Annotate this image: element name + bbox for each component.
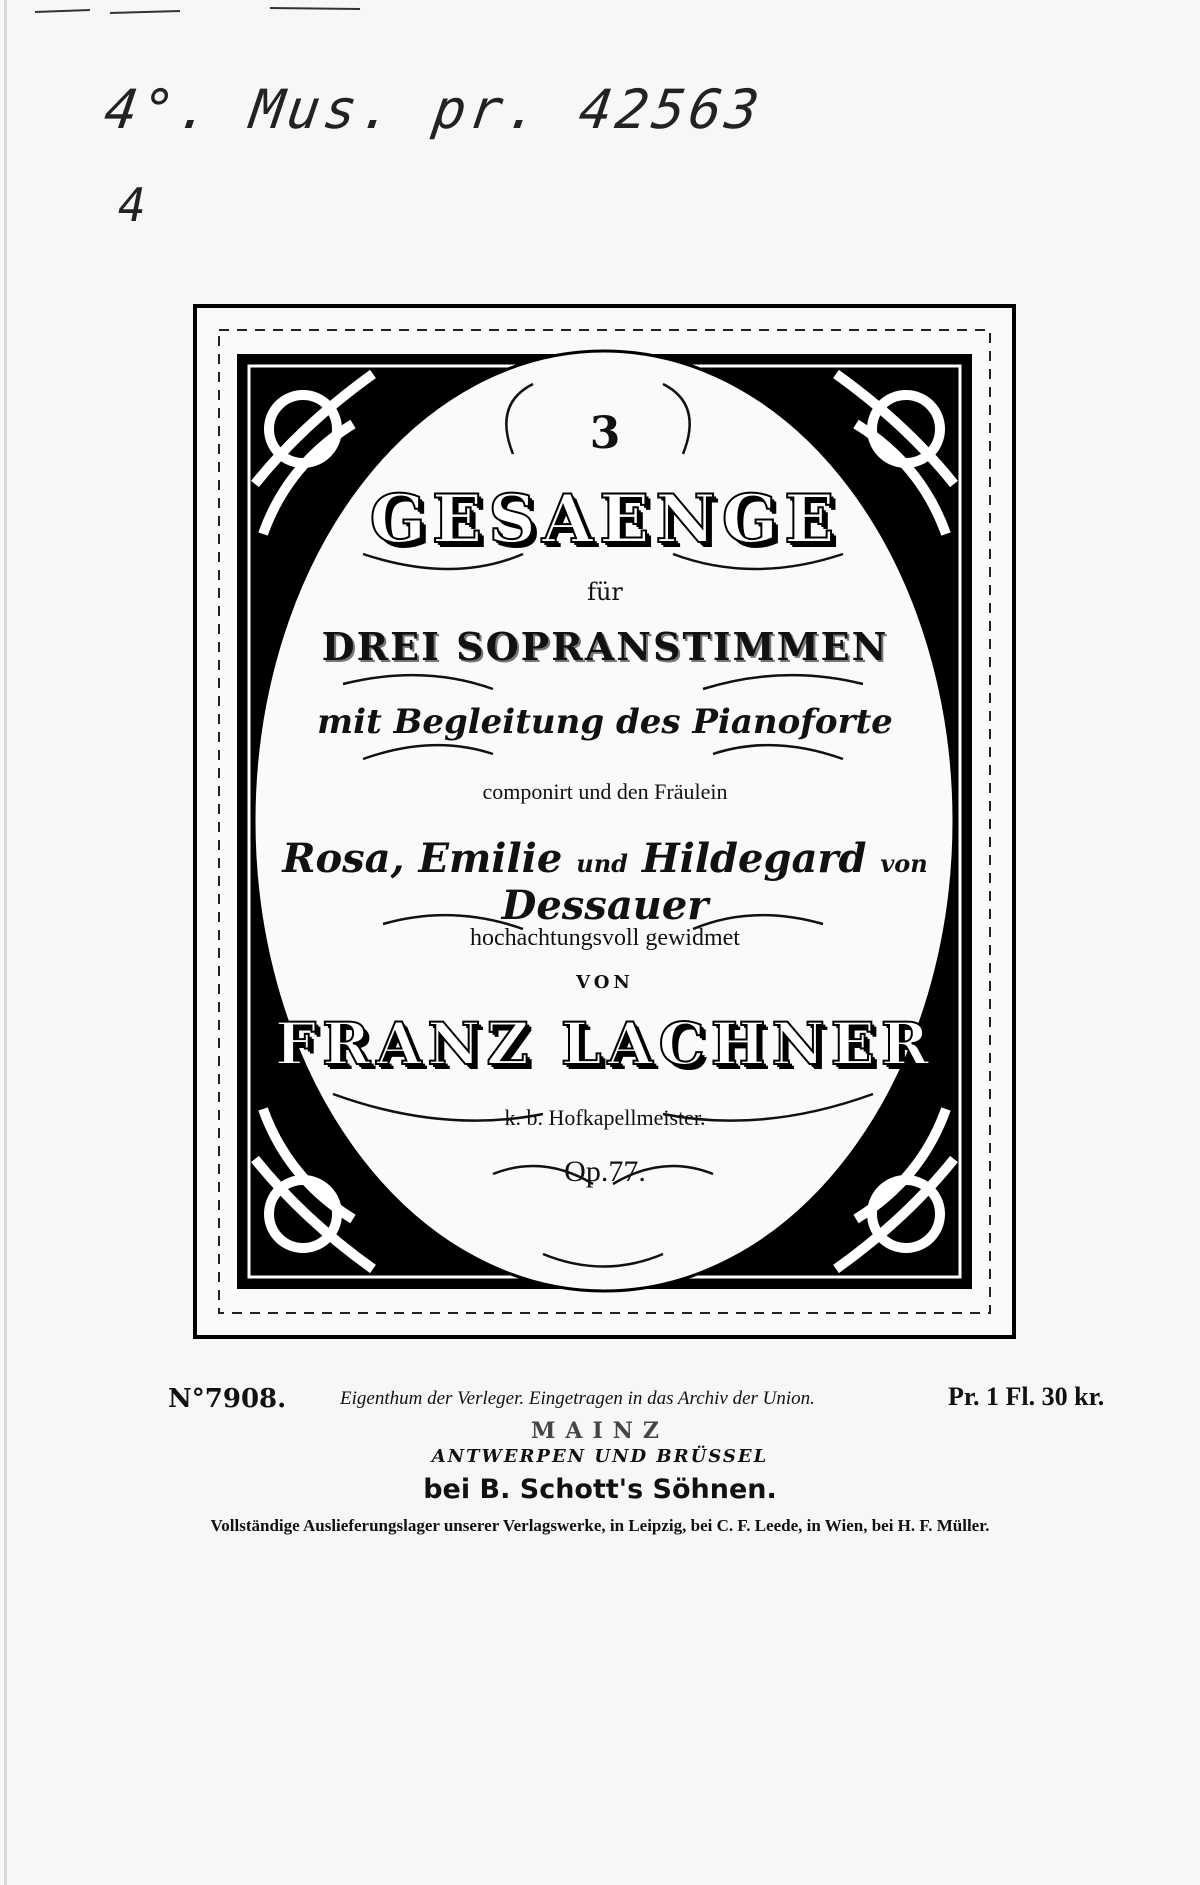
song-count: 3 [589,408,621,459]
accompaniment: mit Begleitung des Pianoforte [317,702,893,742]
dedicatee-hildegard: Hildegard [641,835,867,882]
library-shelfmark-secondary: 4 [118,178,152,232]
page-edge [4,0,7,1885]
title-cartouche [255,380,955,1280]
von-small-word: von [880,849,928,878]
dedication-outro: hochachtungsvoll gewidmet [470,925,740,951]
top-margin-marks [30,4,450,18]
rights-notice: Eigenthum der Verleger. Eingetragen in das Archiv der Union. [340,1388,815,1409]
plate-number: N°7908. [168,1384,287,1414]
imprint-footer [0,1380,1200,1580]
dedicatees: Rosa, Emilie und Hildegard von Dessauer [282,835,928,929]
opus-number: Op.77. [564,1155,646,1188]
dedication-intro: componirt und den Fräulein [482,779,728,804]
publisher-name: bei B. Schott's Söhnen. [423,1474,777,1505]
dedicatee-surname: Dessauer [501,882,709,929]
by-word: VON [576,972,634,993]
publisher-other-cities: ANTWERPEN UND BRÜSSEL [431,1446,769,1467]
composer-name: FRANZ LACHNER [274,1010,936,1078]
und-word: und [576,849,628,878]
publisher-city: MAINZ [531,1418,669,1444]
composer-title: k. b. Hofkapellmeister. [504,1105,706,1130]
dedicatee-rosa: Rosa [282,835,391,882]
work-title: GESAENGE [369,480,841,558]
voicing: DREI SOPRANSTIMMEN [321,624,889,669]
price: Pr. 1 Fl. 30 kr. [948,1382,1105,1411]
library-shelfmark: 4°. Mus. pr. 42563 [100,78,767,141]
for-word: für [587,578,623,606]
distribution-note: Vollständige Auslieferungslager unserer Verlagswerke, in Leipzig, bei C. F. Leede, in Wien, bei H. F. Müller. [210,1516,990,1535]
dedicatee-emilie: Emilie [418,835,563,882]
